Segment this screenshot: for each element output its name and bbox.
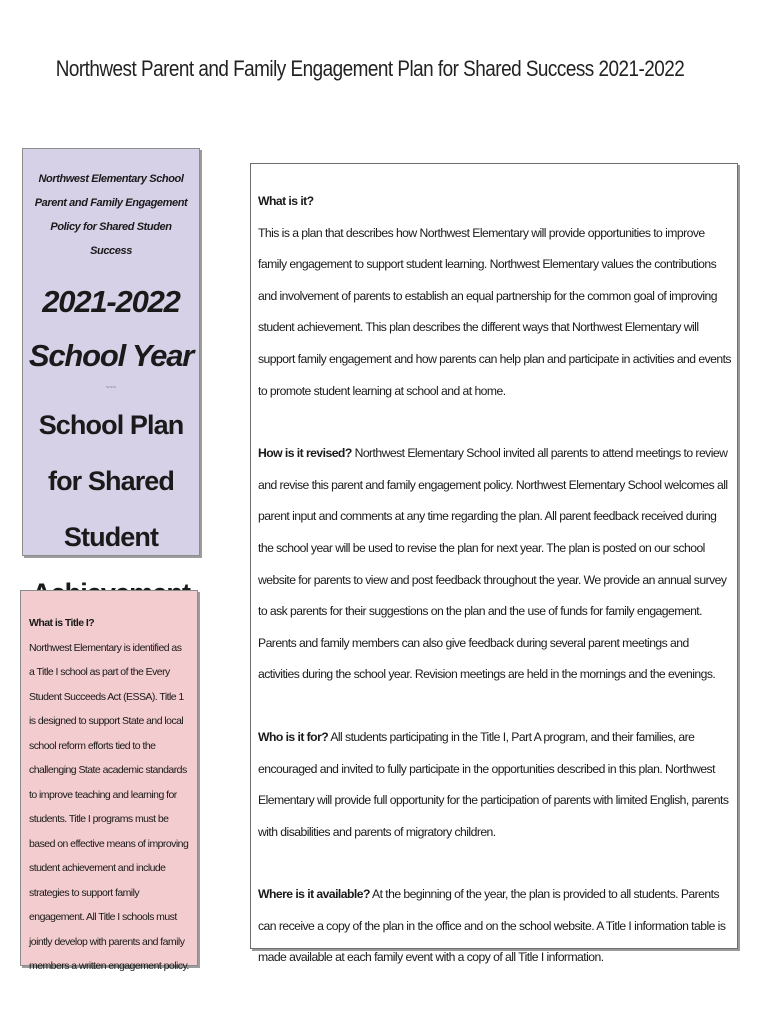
- revised-heading: How is it revised?: [258, 446, 352, 461]
- title-one-heading: What is Title I?: [29, 617, 95, 629]
- who-text: All students participating in the Title I, Part A program, and their families, are encouraged and invited to fully participate in the opportunities described in this plan. Northwest Elementary will provide full opportunity for the participation of parents with limited English, parents with disabilities and parents of migratory children.: [258, 729, 729, 839]
- page-title: Northwest Parent and Family Engagement Plan for Shared Success 2021-2022: [55, 56, 685, 81]
- who-section: [258, 722, 731, 848]
- separator: ~~~: [105, 385, 117, 391]
- plan-description-box: [250, 163, 738, 965]
- school-plan-cover-box: [22, 148, 200, 556]
- what-text: This is a plan that describes how Northwest Elementary will provide opportunities to improve family engagement to support student learning. Northwest Elementary values the contributions and involvement of parents to establish an equal partnership for the common goal of improving student achievement. This plan describes the different ways that Northwest Elementary will support family engagement and how parents can help plan and participate in activities and events to promote student learning at school and at home.: [258, 225, 731, 398]
- school-year-heading: 2021-2022 School Year: [28, 284, 194, 373]
- revised-section: [258, 438, 731, 691]
- title-one-info-box: [20, 590, 198, 972]
- what-heading: What is it?: [258, 194, 314, 208]
- what-section: [258, 186, 731, 407]
- who-heading: Who is it for?: [258, 729, 329, 744]
- plan-name-heading: School Plan for Shared Student: [38, 410, 184, 552]
- policy-name: Northwest Elementary School Parent and Family Engagement Policy for Shared Studen Success: [34, 173, 188, 257]
- where-section: [258, 879, 731, 974]
- where-heading: Where is it available?: [258, 887, 370, 902]
- revised-text: Northwest Elementary School invited all parents to attend meetings to review and revise this parent and family engagement policy. Northwest Elementary School welcomes all parent input and comments at any time regarding the plan. All parent feedback received during the school year will be used to revise the plan for next year. The plan is posted on our school website for parents to view and post feedback throughout the year. We provide an annual survey to ask parents for their suggestions on the plan and the use of funds for family engagement. Parents and family members can also give feedback during several parent meetings and activities during the school year. Revision meetings are held in the mornings and the evenings.: [258, 446, 728, 682]
- title-one-text: Northwest Elementary is identified as a Title I school as part of the Every Student Succeeds Act (ESSA). Title 1 is designed to support State and local school reform efforts tied to the challenging State academic standards to improve teaching and learning for students. Title I programs must be based on effective means of improving student achievement and include strategies to support family engagement. All Title I schools must jointly develop with parents and family members a written engagement policy.: [29, 641, 189, 972]
- where-text: At the beginning of the year, the plan is provided to all students. Parents can receive a copy of the plan in the office and on the school website. A Title I information table is made available at each family event with a copy of all Title I information.: [258, 887, 726, 965]
